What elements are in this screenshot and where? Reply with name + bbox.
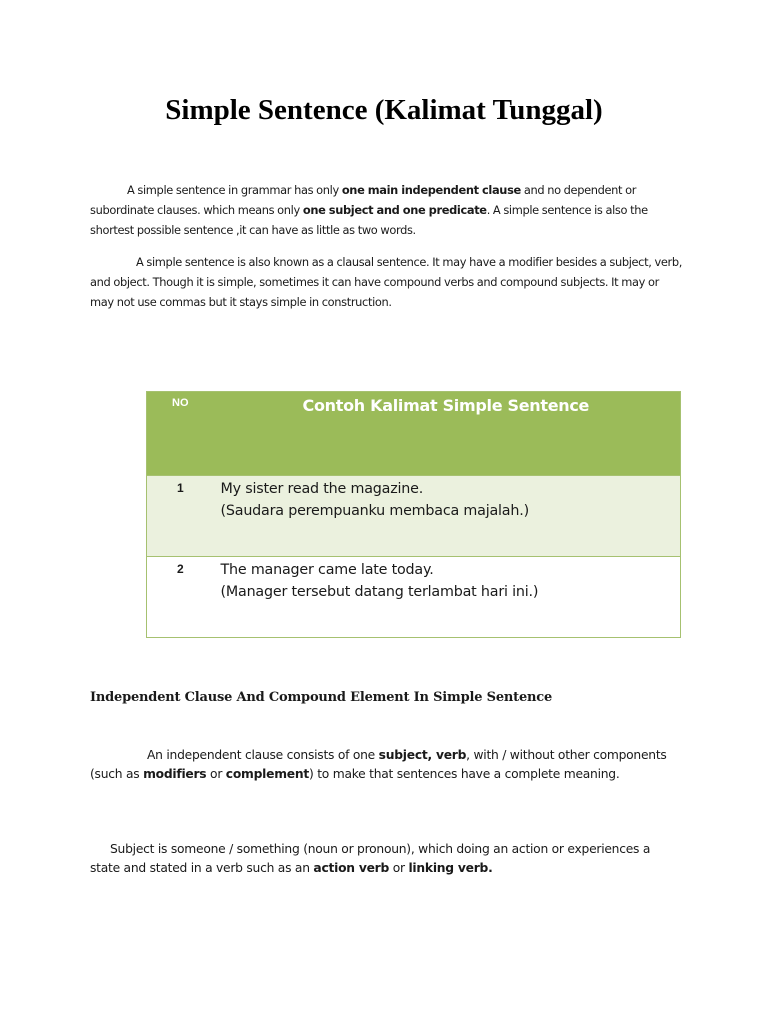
text-run: and no dependent or subordinate clauses. which means only <box>90 183 637 217</box>
row-number: 1 <box>147 476 211 557</box>
table-row <box>147 557 681 638</box>
section-heading: Independent Clause And Compound Element In Simple Sentence <box>90 690 553 705</box>
bold-phrase: linking verb. <box>408 861 493 875</box>
section-paragraph-1 <box>90 746 682 784</box>
example-cell <box>211 557 681 638</box>
examples-table <box>146 391 681 638</box>
table-row <box>147 476 681 557</box>
header-no: NO <box>147 392 211 476</box>
example-english: The manager came late today. <box>220 562 434 578</box>
text-run: Subject is someone / something (noun or pronoun), which doing an action or experiences a state and stated in a verb such as an <box>90 842 651 875</box>
example-translation: (Saudara perempuanku membaca majalah.) <box>220 503 529 519</box>
bold-phrase: modifiers <box>143 767 207 781</box>
bold-phrase: action verb <box>313 861 390 875</box>
bold-phrase: subject, verb <box>378 748 467 762</box>
text-run: ) to make that sentences have a complete meaning. <box>309 767 620 781</box>
header-title: Contoh Kalimat Simple Sentence <box>211 392 681 476</box>
text-run: , with / without other components (such as <box>90 748 667 781</box>
example-cell <box>211 476 681 557</box>
intro-paragraph-2: A simple sentence is also known as a clausal sentence. It may have a modifier besides a subject, verb, and object. Though it is simple, sometimes it can have compound verbs and compound subjects. It may or may not use commas but it stays simple in construction. <box>90 255 682 309</box>
page-title: Simple Sentence (Kalimat Tunggal) <box>165 94 603 126</box>
text-run: A simple sentence in grammar has only <box>127 183 342 197</box>
intro-paragraph-1 <box>90 180 682 240</box>
example-translation: (Manager tersebut datang terlambat hari ini.) <box>220 584 539 600</box>
text-run: An independent clause consists of one <box>147 748 379 762</box>
text-run: . A simple sentence is also the shortest possible sentence ,it can have as little as two words. <box>90 203 648 237</box>
row-number: 2 <box>147 557 211 638</box>
text-run: or <box>389 861 409 875</box>
bold-phrase: complement <box>225 767 309 781</box>
table-header-row <box>147 392 681 476</box>
bold-phrase: one main independent clause <box>341 183 521 197</box>
section-paragraph-2 <box>90 840 682 878</box>
bold-phrase: one subject and one predicate <box>302 203 487 217</box>
example-english: My sister read the magazine. <box>220 481 424 497</box>
text-run: or <box>206 767 226 781</box>
